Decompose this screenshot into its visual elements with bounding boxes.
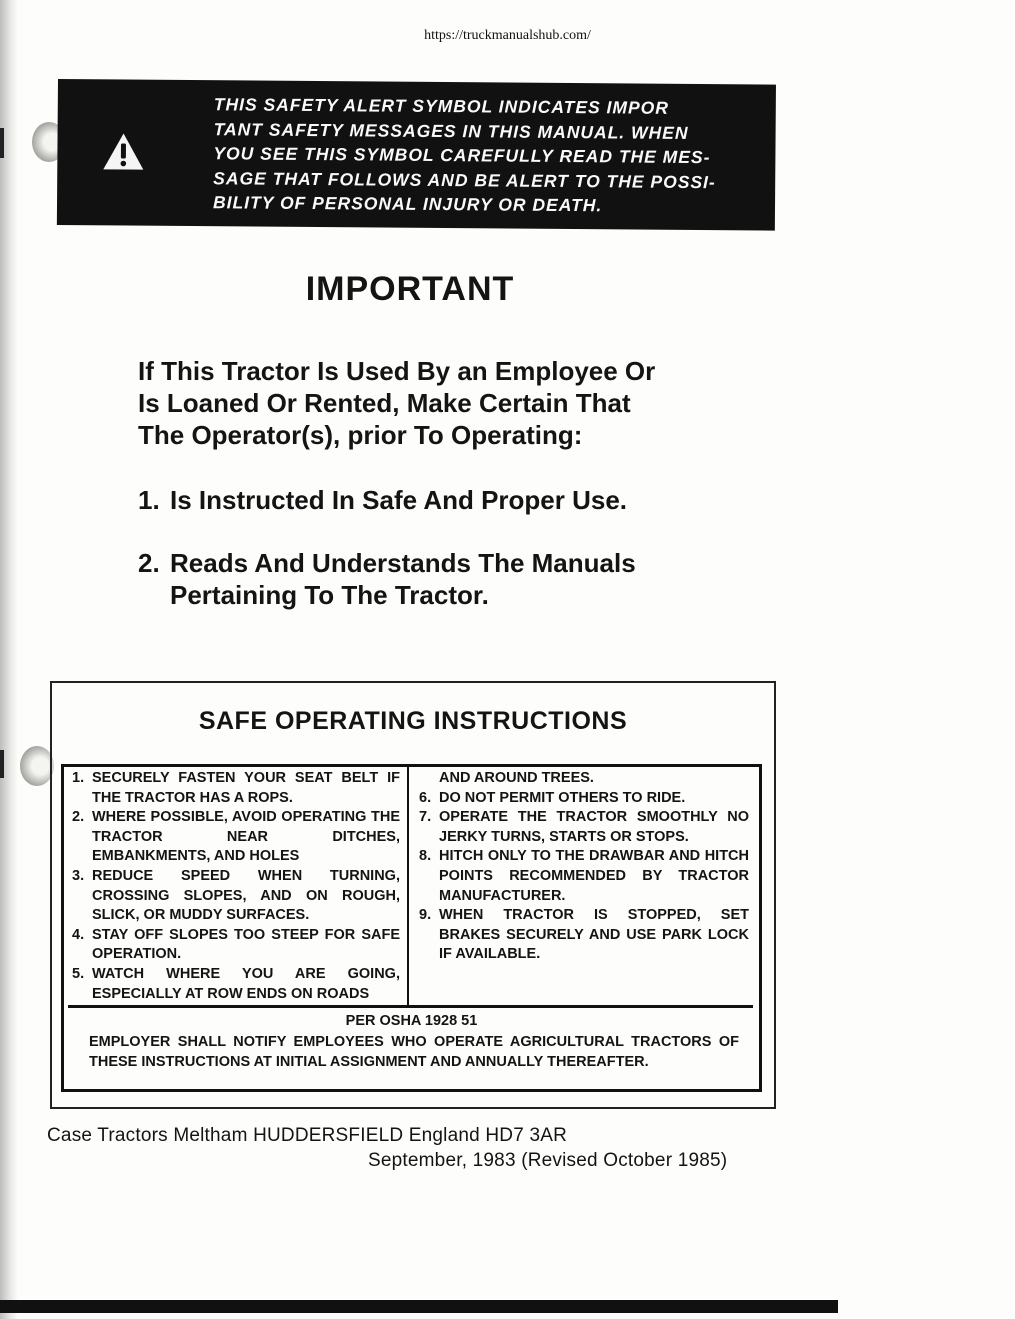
instruction-item bbox=[419, 906, 749, 965]
alert-line: THIS SAFETY ALERT SYMBOL INDICATES IMPOR bbox=[213, 94, 670, 118]
instruction-text: STAY OFF SLOPES TOO STEEP FOR SAFE OPERATION. bbox=[92, 926, 400, 963]
warning-triangle-icon bbox=[101, 131, 145, 171]
binding-mark bbox=[0, 750, 4, 778]
instruction-number: 1. bbox=[72, 770, 85, 786]
instruction-text: WHEN TRACTOR IS STOPPED, SET BRAKES SECURELY AND USE PARK LOCK IF AVAILABLE. bbox=[439, 907, 749, 963]
instructions-table bbox=[61, 764, 762, 1092]
instruction-number: 7. bbox=[419, 809, 432, 826]
intro-line: Is Loaned Or Rented, Make Certain That bbox=[138, 388, 631, 418]
alert-line: BILITY OF PERSONAL INJURY OR DEATH. bbox=[212, 192, 603, 216]
requirement-number: 2. bbox=[138, 548, 160, 578]
instruction-item bbox=[72, 926, 400, 965]
scan-bottom-bar bbox=[0, 1300, 838, 1313]
osha-notice: EMPLOYER SHALL NOTIFY EMPLOYEES WHO OPERATE AGRICULTURAL TRACTORS OF THESE INSTRUCTIONS AT INITIAL ASSIGNMENT AND ANNUALLY THEREAFTER. bbox=[89, 1034, 739, 1070]
safe-operating-instructions-box bbox=[50, 681, 776, 1109]
safety-alert-banner bbox=[57, 79, 776, 231]
binding-mark bbox=[0, 128, 4, 158]
instructions-left-column bbox=[72, 769, 400, 1004]
requirement-number: 1. bbox=[138, 485, 160, 515]
instructions-right-column bbox=[419, 769, 749, 965]
intro-line: The Operator(s), prior To Operating: bbox=[138, 420, 583, 450]
intro-line: If This Tractor Is Used By an Employee Or bbox=[138, 356, 656, 386]
requirement-text-continued: Pertaining To The Tractor. bbox=[170, 580, 489, 610]
instruction-text: OPERATE THE TRACTOR SMOOTHLY NO JERKY TURNS, STARTS OR STOPS. bbox=[439, 809, 749, 845]
column-divider bbox=[407, 767, 409, 1005]
important-intro bbox=[138, 355, 738, 451]
instruction-text: SECURELY FASTEN YOUR SEAT BELT IF THE TRACTOR HAS A ROPS. bbox=[92, 770, 400, 806]
instruction-text: DO NOT PERMIT OTHERS TO RIDE. bbox=[439, 789, 686, 806]
instruction-number: 9. bbox=[419, 907, 432, 924]
instruction-item bbox=[72, 808, 400, 867]
requirement-text: Reads And Understands The Manuals bbox=[170, 548, 636, 578]
instruction-item bbox=[72, 769, 400, 808]
important-heading: IMPORTANT bbox=[305, 270, 515, 308]
instruction-item bbox=[72, 867, 400, 926]
instruction-continuation: AND AROUND TREES. bbox=[439, 770, 594, 786]
page-edge-shadow bbox=[0, 0, 18, 1319]
requirement-item bbox=[138, 547, 758, 611]
punch-hole bbox=[20, 746, 54, 786]
instruction-item bbox=[419, 789, 749, 809]
instruction-number: 8. bbox=[419, 848, 432, 865]
safety-alert-message bbox=[213, 92, 762, 219]
publication-date: September, 1983 (Revised October 1985) bbox=[368, 1150, 728, 1171]
alert-line: YOU SEE THIS SYMBOL CAREFULLY READ THE MES- bbox=[213, 143, 711, 168]
alert-line: TANT SAFETY MESSAGES IN THIS MANUAL. WHEN bbox=[213, 118, 689, 143]
requirement-item bbox=[138, 484, 758, 516]
instruction-number: 3. bbox=[72, 867, 85, 884]
instruction-number: 4. bbox=[72, 926, 85, 943]
instruction-text: WHERE POSSIBLE, AVOID OPERATING THE TRACTOR NEAR DITCHES, EMBANKMENTS, AND HOLES bbox=[92, 809, 400, 865]
instruction-item bbox=[419, 847, 749, 906]
publisher-address: Case Tractors Meltham HUDDERSFIELD England HD7 3AR bbox=[47, 1125, 568, 1146]
instruction-number: 6. bbox=[419, 789, 432, 806]
instruction-item bbox=[419, 808, 749, 847]
osha-reference: PER OSHA 1928 51 bbox=[345, 1013, 478, 1029]
instruction-number: 5. bbox=[72, 965, 85, 982]
instruction-text: REDUCE SPEED WHEN TURNING, CROSSING SLOPES, AND ON ROUGH, SLICK, OR MUDDY SURFACES. bbox=[92, 867, 400, 924]
alert-line: SAGE THAT FOLLOWS AND BE ALERT TO THE POSSI- bbox=[213, 167, 716, 192]
row-divider bbox=[68, 1005, 753, 1008]
safe-operating-title: SAFE OPERATING INSTRUCTIONS bbox=[198, 707, 628, 735]
instruction-item bbox=[72, 965, 400, 1004]
instruction-text: WATCH WHERE YOU ARE GOING, ESPECIALLY AT ROW ENDS ON ROADS bbox=[92, 965, 400, 1002]
instruction-text: HITCH ONLY TO THE DRAWBAR AND HITCH POINTS RECOMMENDED BY TRACTOR MANUFACTURER. bbox=[439, 848, 749, 904]
instruction-number: 2. bbox=[72, 809, 85, 826]
source-url[interactable]: https://truckmanualshub.com/ bbox=[424, 28, 591, 43]
requirement-text: Is Instructed In Safe And Proper Use. bbox=[170, 485, 628, 515]
